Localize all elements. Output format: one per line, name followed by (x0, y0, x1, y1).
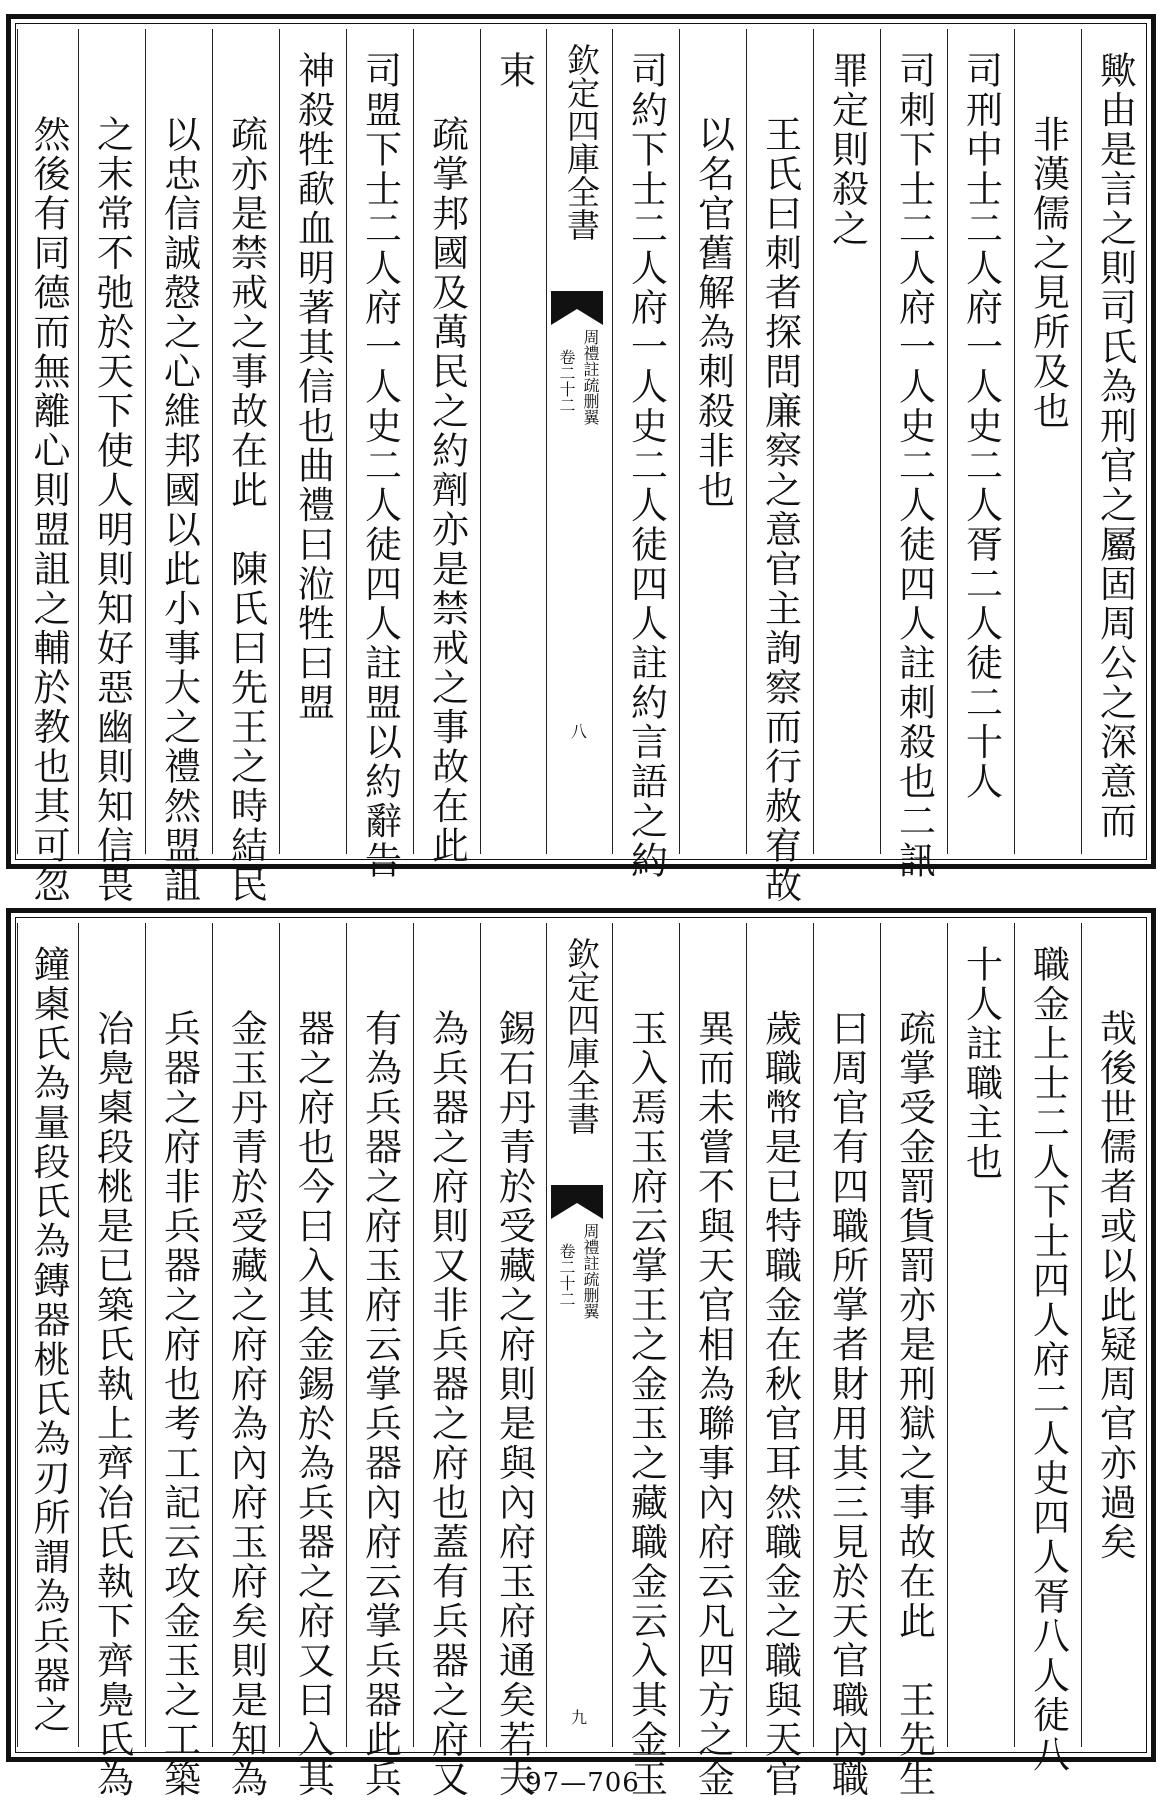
column-text: 冶鳧㮚段桃是已築氏執上齊冶氏執下齊鳧氏為 (90, 1009, 134, 1799)
column-text: 束 (492, 51, 536, 91)
column-text: 王氏曰刺者探問廉察之意官主詢察而行赦宥故 (758, 115, 802, 905)
column-text: 神殺牲歃血明著其信也曲禮曰涖牲曰盟 (291, 51, 335, 723)
column-text: 歟由是言之則司氏為刑官之屬固周公之深意而 (1093, 51, 1137, 841)
text-column (480, 923, 546, 1799)
column-text: 以名官舊解為刺殺非也 (691, 115, 735, 510)
collection-title: 欽定四庫全書 (562, 937, 601, 1135)
text-column (1081, 29, 1147, 854)
text-column (1014, 923, 1080, 1775)
column-text: 錫石丹青於受藏之府則是與內府玉府通矣若夫 (492, 1009, 536, 1799)
text-column (346, 29, 412, 881)
column-text: 異而未嘗不與天官相為聯事內府云凡四方之金 (691, 1009, 735, 1799)
text-column (947, 29, 1013, 854)
text-column (279, 923, 345, 1799)
fish-tail-mark-icon (551, 1185, 603, 1219)
text-column (212, 29, 278, 905)
column-text: 曰周官有四職所掌者財用其三見於天官職內職 (825, 1009, 869, 1799)
column-text: 兵器之府非兵器之府也考工記云攻金玉之工築 (157, 1009, 201, 1799)
column-text: 之末常不弛於天下使人明則知好惡幽則知信畏 (90, 115, 134, 905)
column-text: 司約下士二人府一人史二人徒四人註約言語之約 (624, 51, 668, 881)
book-title: 周禮註疏删翼 (581, 1223, 600, 1319)
column-text: 疏掌邦國及萬民之約劑亦是禁戒之事故在此 (425, 115, 469, 866)
column-text: 有為兵器之府玉府云掌兵器內府云掌兵器此兵 (358, 1009, 402, 1799)
column-text: 鐘㮚氏為量段氏為鏄器桃氏為刃所謂為兵器之 (27, 945, 70, 1735)
text-column (612, 29, 678, 881)
column-text: 非漢儒之見所及也 (1026, 115, 1070, 431)
text-column (813, 29, 879, 854)
center-fold-column (546, 29, 612, 854)
book-title: 周禮註疏删翼 (581, 329, 600, 425)
text-column (78, 923, 144, 1799)
column-text: 罪定則殺之 (825, 51, 869, 249)
text-column (947, 923, 1013, 1747)
text-column (279, 29, 345, 854)
volume-label: 卷二十二 (557, 349, 576, 413)
column-text: 以忠信誠慤之心維邦國以此小事大之禮然盟詛 (157, 115, 201, 905)
column-text: 職金上士二人下士四人府二人史四人胥八人徒八 (1026, 945, 1070, 1775)
text-column (480, 29, 546, 854)
text-column (145, 29, 211, 905)
text-column (346, 923, 412, 1799)
text-column (679, 923, 745, 1799)
text-column (145, 923, 211, 1799)
text-column (746, 923, 812, 1799)
column-text: 司刺下士二人府一人史二人徒四人註刺殺也二訊 (892, 51, 936, 881)
text-column (413, 923, 479, 1799)
text-column (78, 29, 144, 905)
text-column (880, 923, 946, 1799)
text-column (17, 29, 78, 905)
upper-book-page (6, 14, 1156, 905)
column-text: 為兵器之府則又非兵器之府也蓋有兵器之府又 (425, 1009, 469, 1799)
text-column (612, 923, 678, 1799)
column-text: 十人註職主也 (959, 945, 1003, 1182)
fish-tail-mark-icon (551, 291, 603, 325)
text-column (1014, 29, 1080, 854)
reprint-page-number: 97—706 (525, 1768, 640, 1798)
column-text: 司盟下士二人府一人史二人徒四人註盟以約辭告 (358, 51, 402, 881)
column-text: 司刑中士二人府一人史二人胥二人徒二十人 (959, 51, 1003, 802)
column-text: 金玉丹青於受藏之府府為內府玉府矣則是知為 (224, 1009, 268, 1799)
column-text: 器之府也今曰入其金錫於為兵器之府又曰入其 (291, 1009, 335, 1799)
text-column (813, 923, 879, 1799)
text-column (413, 29, 479, 866)
column-text: 歲職幣是已特職金在秋官耳然職金之職與天官 (758, 1009, 802, 1799)
text-column (746, 29, 812, 905)
text-column (212, 923, 278, 1799)
center-fold-column (546, 923, 612, 1747)
leaf-number: 八 (571, 722, 588, 741)
column-text: 哉後世儒者或以此疑周官亦過矣 (1093, 1009, 1137, 1562)
text-column (679, 29, 745, 854)
column-text: 疏掌受金罰貨罰亦是刑獄之事故在此 王先生 (892, 1009, 936, 1799)
collection-title: 欽定四庫全書 (562, 43, 601, 241)
text-column (880, 29, 946, 881)
leaf-number: 九 (571, 1708, 588, 1727)
volume-label: 卷二十二 (557, 1243, 576, 1307)
column-text: 然後有同德而無離心則盟詛之輔於教也其可忽 (27, 115, 70, 905)
column-text: 玉入焉玉府云掌王之金玉之藏職金云入其金玉 (624, 1009, 668, 1799)
text-column (17, 923, 78, 1747)
text-column (1081, 923, 1147, 1747)
column-text: 疏亦是禁戒之事故在此 陳氏曰先王之時結民 (224, 115, 268, 905)
